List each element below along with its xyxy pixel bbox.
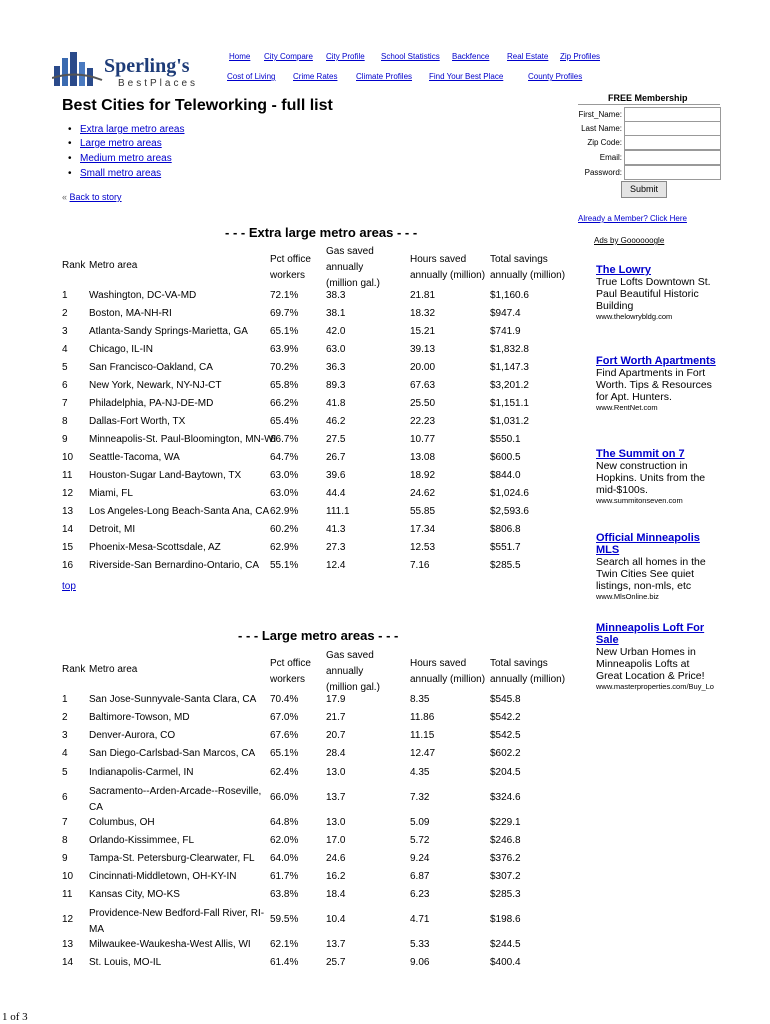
link-large-metro[interactable]: Large metro areas — [80, 138, 162, 149]
table-cell: 22.23 — [410, 416, 436, 427]
table-cell: 44.4 — [326, 488, 346, 499]
table-cell: 13 — [62, 939, 74, 950]
table-cell: 4 — [62, 344, 68, 355]
table-cell: 13.08 — [410, 452, 436, 463]
table-cell: $229.1 — [490, 817, 521, 828]
table-cell: 2 — [62, 712, 68, 723]
ad-block — [596, 622, 718, 691]
table-cell: $246.8 — [490, 835, 521, 846]
table-cell: 18.92 — [410, 470, 436, 481]
email-label: Email: — [599, 153, 622, 162]
table-cell: $947.4 — [490, 308, 521, 319]
table-cell: 72.1% — [270, 290, 299, 301]
table-cell: 20.7 — [326, 730, 346, 741]
nav-link[interactable]: Crime Rates — [293, 72, 338, 81]
table-cell: 13.7 — [326, 792, 346, 803]
table-cell: 66.2% — [270, 398, 299, 409]
table-cell: 21.7 — [326, 712, 346, 723]
table-cell: 62.0% — [270, 835, 299, 846]
table-cell: 3 — [62, 326, 68, 337]
column-header-gas: Gas saved annually (million gal.) — [326, 246, 380, 289]
table-cell: 70.2% — [270, 362, 299, 373]
link-small-metro[interactable]: Small metro areas — [80, 168, 162, 179]
column-header-metro: Metro area — [89, 260, 138, 271]
table-cell: 9 — [62, 434, 68, 445]
nav-link[interactable]: City Profile — [326, 52, 365, 61]
table-cell: 13.0 — [326, 817, 346, 828]
table-cell: 13 — [62, 506, 74, 517]
table-cell: 16.2 — [326, 871, 346, 882]
table-cell: Phoenix-Mesa-Scottsdale, AZ — [89, 542, 221, 553]
nav-link[interactable]: Find Your Best Place — [429, 72, 504, 81]
table-cell: $1,031.2 — [490, 416, 529, 427]
page-title: Best Cities for Teleworking - full list — [62, 97, 333, 114]
nav-link[interactable]: Home — [229, 52, 251, 61]
table-cell: $545.8 — [490, 694, 521, 705]
table-cell: 12 — [62, 914, 74, 925]
table-cell: 8.35 — [410, 694, 430, 705]
table-cell: 5.09 — [410, 817, 430, 828]
table-cell: 18.32 — [410, 308, 436, 319]
nav-link[interactable]: Real Estate — [507, 52, 549, 61]
column-header-pct: Pct office workers — [270, 254, 311, 281]
table-cell: 6.87 — [410, 871, 430, 882]
table-cell: St. Louis, MO-IL — [89, 957, 162, 968]
table-cell: 46.2 — [326, 416, 346, 427]
table-cell: 70.4% — [270, 694, 299, 705]
table-cell: $602.2 — [490, 748, 521, 759]
table-cell: Minneapolis-St. Paul-Bloomington, MN-WI — [89, 434, 277, 445]
table-cell: 27.5 — [326, 434, 346, 445]
table-cell: 62.4% — [270, 767, 299, 778]
table-cell: Miami, FL — [89, 488, 133, 499]
ad-title-link[interactable]: Minneapolis Loft For Sale — [596, 622, 705, 646]
column-header-hours: Hours saved annually (million) — [410, 658, 486, 685]
column-header-metro: Metro area — [89, 664, 138, 675]
table-cell: 38.1 — [326, 308, 346, 319]
zip-code-input[interactable] — [624, 135, 721, 150]
table-cell: $324.6 — [490, 792, 521, 803]
table-cell: 5 — [62, 767, 68, 778]
svg-text:Sperling's: Sperling's — [104, 55, 190, 77]
table-cell: 111.1 — [326, 506, 350, 517]
table-cell: 4 — [62, 748, 68, 759]
table-cell: 4.35 — [410, 767, 430, 778]
table-cell: Los Angeles-Long Beach-Santa Ana, CA — [89, 506, 270, 517]
table-cell: 67.6% — [270, 730, 299, 741]
table-cell: 11.15 — [410, 730, 435, 741]
table-cell: 1 — [62, 290, 68, 301]
back-to-story-link[interactable]: Back to story — [69, 192, 122, 202]
ad-title-link[interactable]: Fort Worth Apartments — [596, 355, 716, 367]
table-cell: 12.47 — [410, 748, 436, 759]
table-cell: 24.62 — [410, 488, 436, 499]
table-cell: 63.0% — [270, 470, 299, 481]
table-cell: 15.21 — [410, 326, 436, 337]
table-cell: 61.4% — [270, 957, 299, 968]
ad-body: Find Apartments in Fort Worth. Tips & Resources for Apt. Hunters. — [596, 367, 712, 403]
ad-body: New Urban Homes in Minneapolis Lofts at Great Location & Price! — [596, 646, 705, 682]
table-cell: 21.81 — [410, 290, 436, 301]
table-cell: Kansas City, MO-KS — [89, 889, 180, 900]
table-cell: Tampa-St. Petersburg-Clearwater, FL — [89, 853, 255, 864]
nav-link[interactable]: City Compare — [264, 52, 313, 61]
column-header-pct: Pct office workers — [270, 658, 311, 685]
table-cell: 7.32 — [410, 792, 430, 803]
table-cell: $1,024.6 — [490, 488, 529, 499]
table-cell: 15 — [62, 542, 74, 553]
table-cell: Providence-New Bedford-Fall River, RI-MA — [89, 908, 265, 935]
table-cell: 16 — [62, 560, 74, 571]
table-cell: 9 — [62, 853, 68, 864]
table-cell: $1,832.8 — [490, 344, 529, 355]
table-cell: 26.7 — [326, 452, 346, 463]
table-cell: Baltimore-Towson, MD — [89, 712, 190, 723]
table-cell: 55.1% — [270, 560, 299, 571]
table-cell: 6 — [62, 792, 68, 803]
table-cell: Washington, DC-VA-MD — [89, 290, 197, 301]
table-cell: 4.71 — [410, 914, 430, 925]
ad-body: Search all homes in the Twin Cities See quiet listings, non-mls, etc — [596, 556, 706, 592]
already-member-link[interactable]: Already a Member? Click Here — [578, 214, 687, 223]
nav-link[interactable]: Cost of Living — [227, 72, 276, 81]
table-cell: 61.7% — [270, 871, 299, 882]
table-cell: 66.0% — [270, 792, 299, 803]
table-cell: 17.9 — [326, 694, 346, 705]
ad-block — [596, 355, 718, 412]
table-cell: 14 — [62, 524, 74, 535]
table-cell: 42.0 — [326, 326, 346, 337]
section-title-large: - - - Large metro areas - - - — [238, 628, 399, 643]
table-cell: Chicago, IL-IN — [89, 344, 153, 355]
table-cell: 38.3 — [326, 290, 346, 301]
table-cell: Orlando-Kissimmee, FL — [89, 835, 195, 846]
table-cell: 8 — [62, 835, 68, 846]
table-cell: Riverside-San Bernardino-Ontario, CA — [89, 560, 260, 571]
table-cell: 65.8% — [270, 380, 299, 391]
table-cell: 39.6 — [326, 470, 346, 481]
table-cell: 20.00 — [410, 362, 436, 373]
table-cell: 69.7% — [270, 308, 299, 319]
table-cell: $542.2 — [490, 712, 521, 723]
table-cell: 3 — [62, 730, 68, 741]
table-cell: 11 — [62, 889, 73, 900]
nav-link[interactable]: Climate Profiles — [356, 72, 413, 81]
table-cell: 64.7% — [270, 452, 299, 463]
table-cell: 25.50 — [410, 398, 436, 409]
nav-link[interactable]: Zip Profiles — [560, 52, 601, 61]
first-name-input[interactable] — [624, 107, 721, 122]
table-cell: 11.86 — [410, 712, 435, 723]
top-link[interactable]: top — [62, 581, 76, 592]
table-cell: $285.3 — [490, 889, 521, 900]
table-cell: Philadelphia, PA-NJ-DE-MD — [89, 398, 214, 409]
back-prefix: « — [62, 192, 68, 202]
table-cell: $204.5 — [490, 767, 521, 778]
table-cell: $3,201.2 — [490, 380, 529, 391]
site-logo[interactable] — [52, 48, 212, 92]
link-medium-metro[interactable]: Medium metro areas — [80, 153, 172, 164]
table-cell: $551.7 — [490, 542, 521, 553]
table-cell: 11 — [62, 470, 73, 481]
table-cell: 63.9% — [270, 344, 299, 355]
table-cell: 5.72 — [410, 835, 430, 846]
table-cell: 17.34 — [410, 524, 436, 535]
table-cell: $244.5 — [490, 939, 521, 950]
ad-url: www.thelowrybldg.com — [596, 312, 673, 321]
table-cell: 66.7% — [270, 434, 299, 445]
table-cell: San Francisco-Oakland, CA — [89, 362, 213, 373]
table-cell: 12.53 — [410, 542, 436, 553]
table-cell: Detroit, MI — [89, 524, 136, 535]
ad-title-link[interactable]: The Summit on 7 — [596, 448, 685, 460]
ads-label: Ads by Goooooogle — [594, 236, 665, 245]
ad-url: www.masterproperties.com/Buy_Lo — [596, 682, 714, 691]
table-cell: Columbus, OH — [89, 817, 155, 828]
table-cell: 65.1% — [270, 326, 299, 337]
table-cell: Cincinnati-Middletown, OH-KY-IN — [89, 871, 237, 882]
link-extra-large-metro[interactable]: Extra large metro areas — [80, 124, 185, 135]
table-cell: 59.5% — [270, 914, 299, 925]
table-cell: 28.4 — [326, 748, 346, 759]
table-cell: 65.4% — [270, 416, 299, 427]
table-cell: 13.0 — [326, 767, 346, 778]
table-cell: $400.4 — [490, 957, 521, 968]
ad-block — [596, 448, 718, 505]
table-cell: 25.7 — [326, 957, 346, 968]
membership-title: FREE Membership — [608, 93, 688, 103]
page-number: 1 of 3 — [2, 1011, 28, 1023]
table-cell: 41.8 — [326, 398, 346, 409]
table-cell: 39.13 — [410, 344, 436, 355]
table-cell: 10 — [62, 452, 74, 463]
column-header-hours: Hours saved annually (million) — [410, 254, 486, 281]
table-cell: 9.06 — [410, 957, 430, 968]
table-cell: 7 — [62, 817, 68, 828]
table-cell: 64.0% — [270, 853, 299, 864]
nav-link[interactable]: Backfence — [452, 52, 490, 61]
submit-button[interactable]: Submit — [621, 181, 667, 198]
table-cell: 7.16 — [410, 560, 430, 571]
table-cell: 41.3 — [326, 524, 346, 535]
logo-graphic — [52, 48, 212, 92]
table-cell: $844.0 — [490, 470, 521, 481]
back-to-story — [62, 192, 122, 202]
table-cell: San Jose-Sunnyvale-Santa Clara, CA — [89, 694, 257, 705]
table-cell: 18.4 — [326, 889, 346, 900]
table-cell: 67.0% — [270, 712, 299, 723]
table-cell: 17.0 — [326, 835, 346, 846]
nav-link[interactable]: County Profiles — [528, 72, 583, 81]
table-cell: 8 — [62, 416, 68, 427]
table-cell: $550.1 — [490, 434, 521, 445]
table-cell: $741.9 — [490, 326, 521, 337]
ad-url: www.MlsOnline.biz — [596, 592, 659, 601]
svg-text:BestPlaces: BestPlaces — [118, 78, 199, 89]
table-cell: Sacramento--Arden-Arcade--Roseville, CA — [89, 786, 262, 813]
table-cell: Indianapolis-Carmel, IN — [89, 767, 194, 778]
table-cell: 64.8% — [270, 817, 299, 828]
password-label: Password: — [584, 168, 622, 177]
table-cell: 60.2% — [270, 524, 299, 535]
table-cell: 13.7 — [326, 939, 346, 950]
table-cell: $1,151.1 — [490, 398, 529, 409]
table-cell: 63.0 — [326, 344, 346, 355]
table-cell: 14 — [62, 957, 74, 968]
table-cell: 10.77 — [410, 434, 436, 445]
table-cell: New York, Newark, NY-NJ-CT — [89, 380, 222, 391]
table-cell: 12.4 — [326, 560, 346, 571]
table-cell: 10 — [62, 871, 74, 882]
table-cell: $2,593.6 — [490, 506, 529, 517]
last-name-label: Last Name: — [581, 124, 622, 133]
ad-title-link[interactable]: Official Minneapolis MLS — [596, 532, 700, 556]
table-cell: Seattle-Tacoma, WA — [89, 452, 180, 463]
table-cell: 65.1% — [270, 748, 299, 759]
column-header-gas: Gas saved annually (million gal.) — [326, 650, 380, 693]
nav-link[interactable]: School Statistics — [381, 52, 440, 61]
ad-block — [596, 532, 718, 601]
column-header-total: Total savings annually (million) — [490, 254, 566, 281]
table-cell: 6.23 — [410, 889, 430, 900]
table-cell: Milwaukee-Waukesha-West Allis, WI — [89, 939, 251, 950]
table-cell: $1,160.6 — [490, 290, 529, 301]
table-cell: 36.3 — [326, 362, 346, 373]
table-cell: 12 — [62, 488, 74, 499]
table-cell: 55.85 — [410, 506, 436, 517]
table-cell: 62.9% — [270, 506, 299, 517]
column-header-rank: Rank — [62, 664, 86, 675]
section-title-extra-large: - - - Extra large metro areas - - - — [225, 225, 418, 240]
column-header-total: Total savings annually (million) — [490, 658, 566, 685]
table-cell: Atlanta-Sandy Springs-Marietta, GA — [89, 326, 248, 337]
table-cell: 62.9% — [270, 542, 299, 553]
table-cell: $600.5 — [490, 452, 521, 463]
table-cell: 89.3 — [326, 380, 346, 391]
table-cell: 27.3 — [326, 542, 346, 553]
table-cell: Denver-Aurora, CO — [89, 730, 176, 741]
table-cell: 2 — [62, 308, 68, 319]
table-cell: Dallas-Fort Worth, TX — [89, 416, 186, 427]
table-cell: $198.6 — [490, 914, 521, 925]
ad-block — [596, 264, 718, 321]
table-cell: San Diego-Carlsbad-San Marcos, CA — [89, 748, 256, 759]
table-cell: Houston-Sugar Land-Baytown, TX — [89, 470, 242, 481]
ad-body: True Lofts Downtown St. Paul Beautiful Historic Building — [596, 276, 711, 312]
table-cell: 6 — [62, 380, 68, 391]
table-cell: 9.24 — [410, 853, 430, 864]
table-cell: 7 — [62, 398, 68, 409]
table-cell: Boston, MA-NH-RI — [89, 308, 172, 319]
last-name-input[interactable] — [624, 121, 721, 136]
first-name-label: First_Name: — [578, 110, 622, 119]
table-cell: 5.33 — [410, 939, 430, 950]
table-cell: 67.63 — [410, 380, 436, 391]
table-cell: 5 — [62, 362, 68, 373]
ad-body: New construction in Hopkins. Units from the mid-$100s. — [596, 460, 706, 496]
table-cell: 62.1% — [270, 939, 299, 950]
table-cell: $1,147.3 — [490, 362, 529, 373]
email-input[interactable] — [624, 150, 721, 165]
column-header-rank: Rank — [62, 260, 86, 271]
table-cell: 24.6 — [326, 853, 346, 864]
table-cell: $806.8 — [490, 524, 521, 535]
table-cell: $542.5 — [490, 730, 521, 741]
table-cell: 10.4 — [326, 914, 346, 925]
ad-url: www.RentNet.com — [596, 403, 658, 412]
ad-url: www.summitonseven.com — [596, 496, 683, 505]
zip-code-label: Zip Code: — [587, 138, 622, 147]
password-input[interactable] — [624, 165, 721, 180]
table-cell: 63.8% — [270, 889, 299, 900]
table-cell: $307.2 — [490, 871, 521, 882]
table-cell: 1 — [62, 694, 68, 705]
ad-title-link[interactable]: The Lowry — [596, 264, 652, 276]
table-cell: $376.2 — [490, 853, 521, 864]
table-cell: $285.5 — [490, 560, 521, 571]
table-cell: 63.0% — [270, 488, 299, 499]
